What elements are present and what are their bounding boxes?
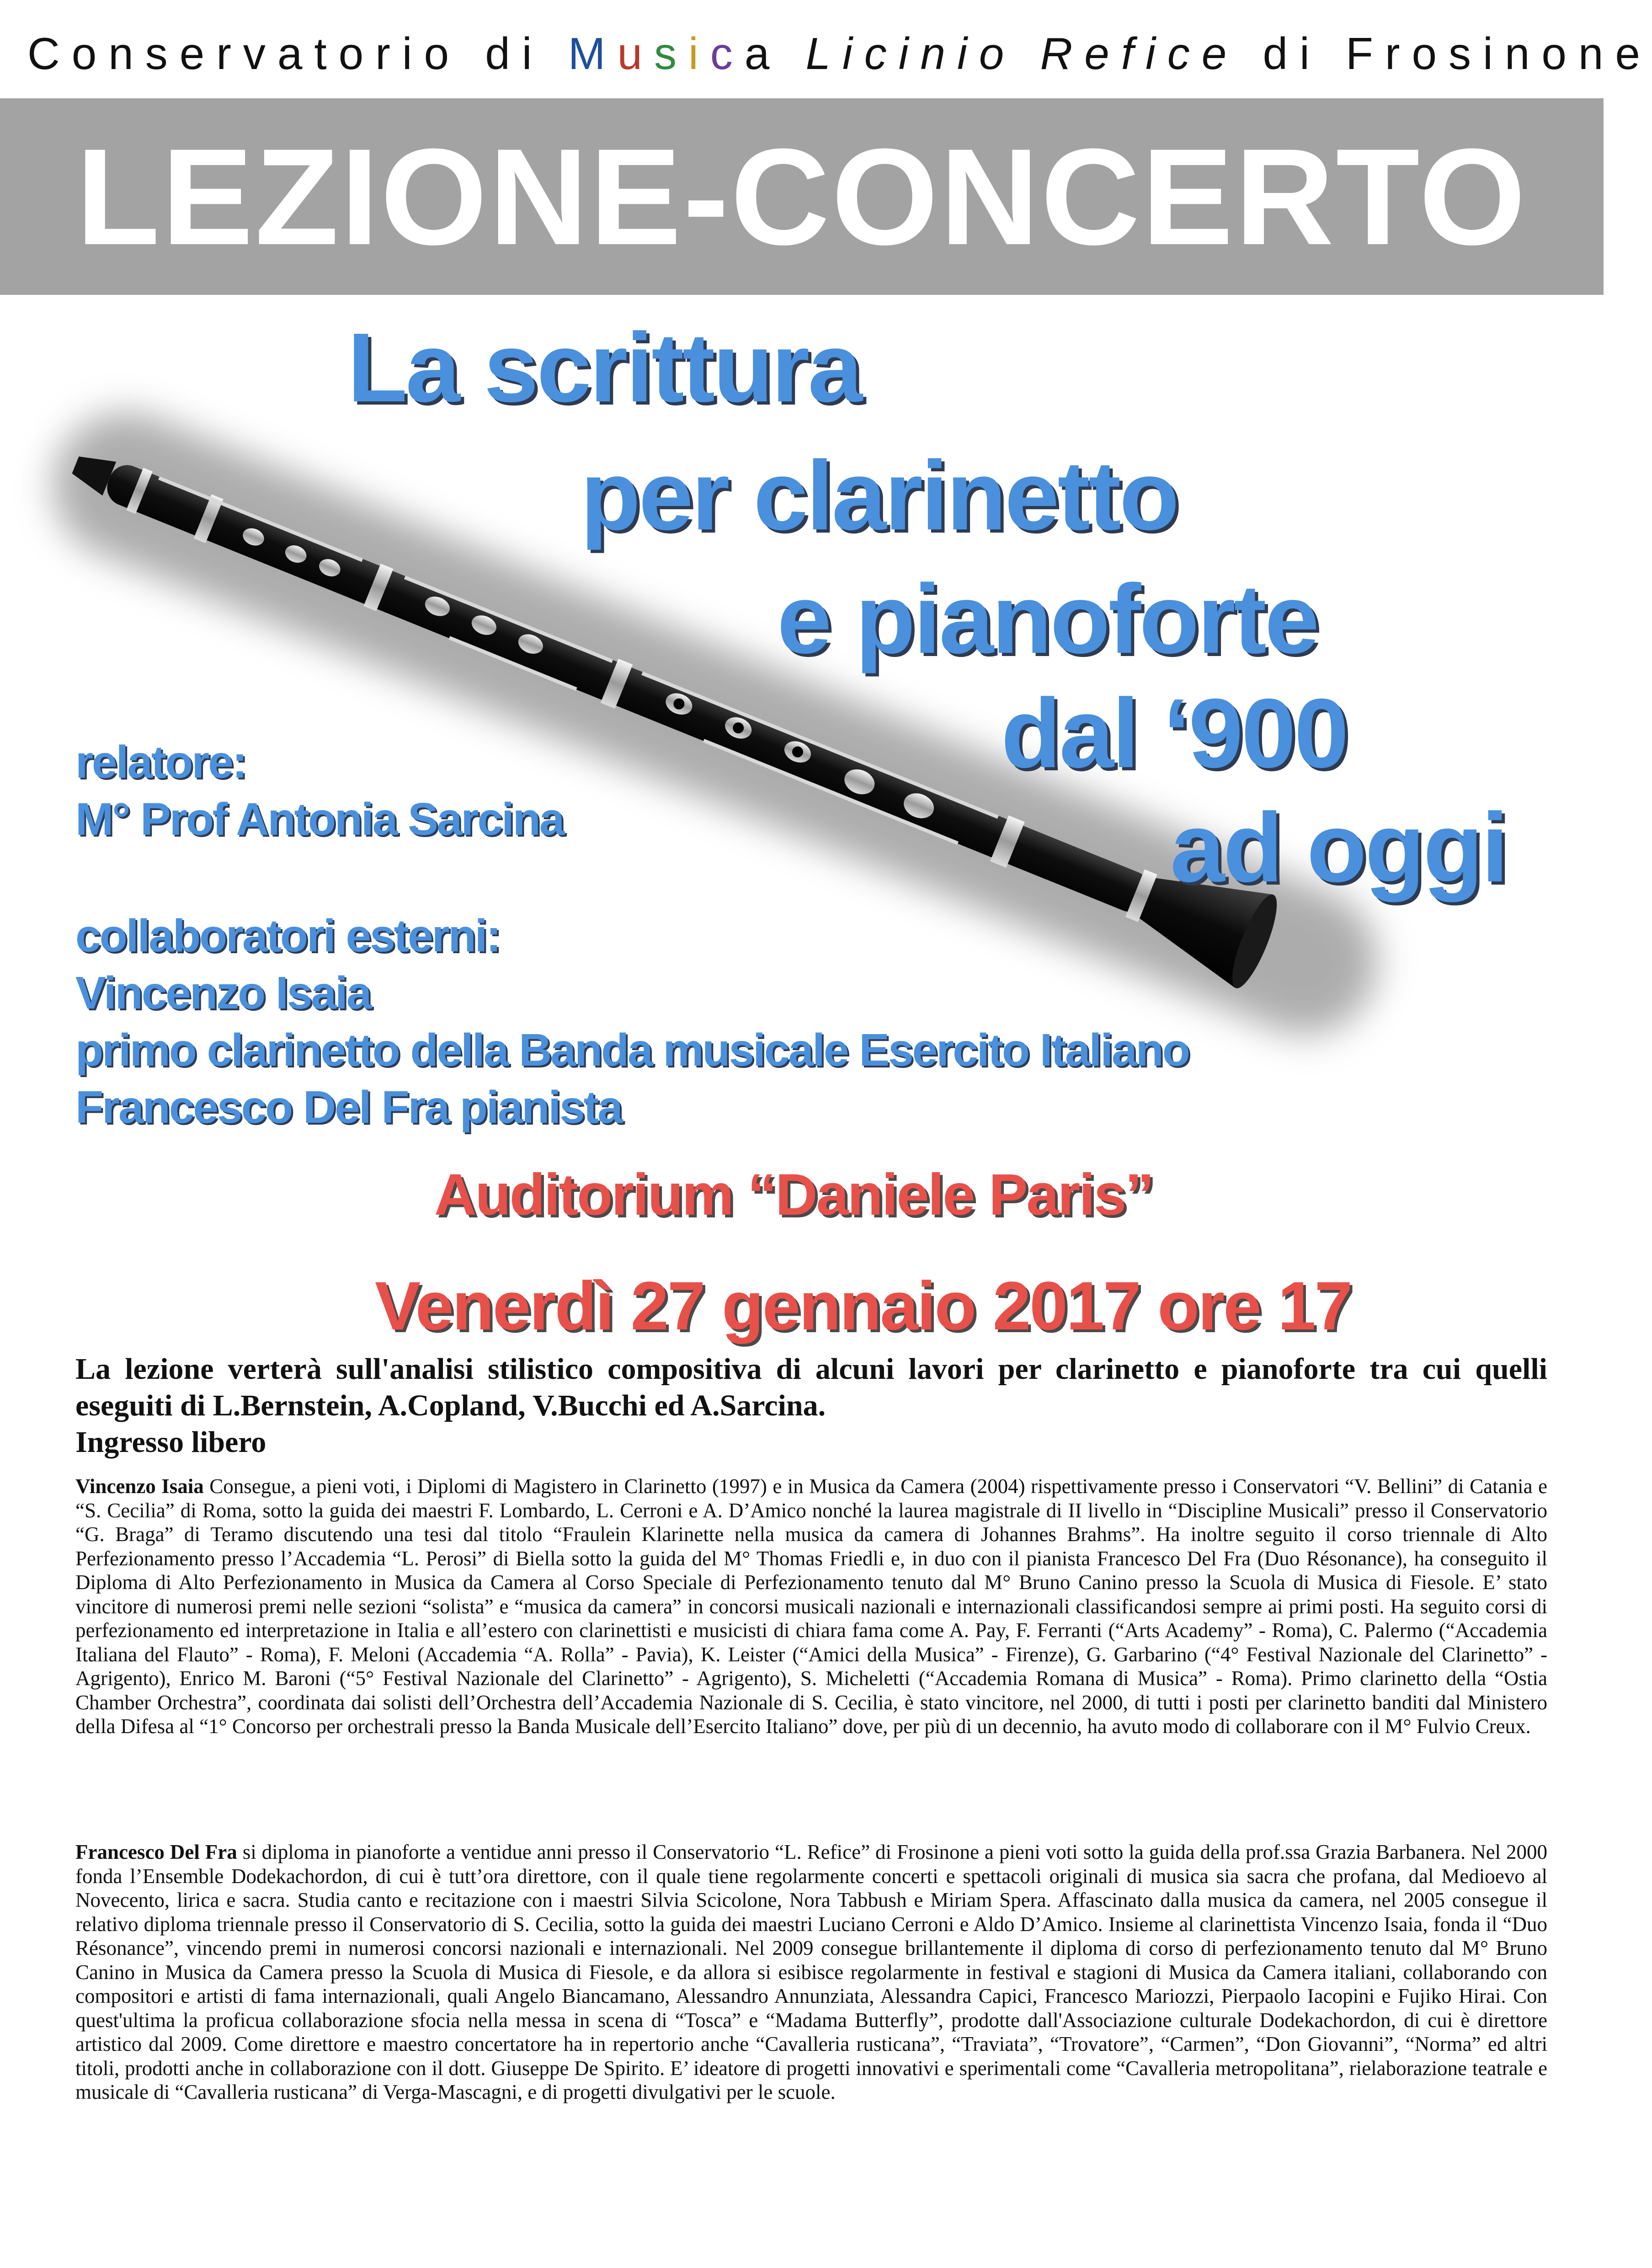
- bio-delfra-text: si diploma in pianoforte a ventidue anni presso il Conservatorio “L. Refice” di Frosinone a pieni voti sotto la guida della prof.ssa Grazia Barbanera. Nel 2000 fonda l’Ensemble Dodekachordon, di cui è tutt’ora direttore, con il quale tiene regolarmente concerti e spettacoli originali di musica sia sacra che profana, dal Medioevo al Novecento, lirica e sacra. Studia canto e recitazione con i maestri Silvia Scicolone, Nora Tabbush e Miriam Spera. Affascinato dalla musica da camera, nel 2005 consegue il relativo diploma triennale presso il Conservatorio di S. Cecilia, sotto la guida dei maestri Luciano Cerroni e Aldo D’Amico. Insieme al clarinettista Vincenzo Isaia, fonda il “Duo Résonance”, vincendo premi in numerosi concorsi nazionali e internazionali. Nel 2009 consegue brillantemente il diploma di corso di perfezionamento tenuto dal M° Bruno Canino in Musica da Camera presso la Scuola di Musica di Fiesole, e da allora si esibisce regolarmente in festival e stagioni di Musica da Camera italiani, collaborando con compositori e artisti di fama internazionali, quali Angelo Biancamano, Alessandro Annunziata, Alessandra Capici, Francesco Mariozzi, Pierpaolo Iacopini e Fujiko Hirai. Con quest'ultima la proficua collaborazione sfocia nella messa in scena di “Tosca” e “Madama Butterfly”, prodotte dall'Associazione culturale Dodekachordon, di cui è direttore artistico dal 2009. Come direttore e maestro concertatore ha in repertorio anche “Cavalleria rusticana”, “Traviata”, “Trovatore”, “Carmen”, “Don Giovanni”, “Norma” ed altri titoli, prodotti anche in collaborazione con il dott. Giuseppe De Spirito. E’ ideatore di progetti innovativi e sperimentali come “Cavalleria metropolitana”, rielaborazione teatrale e musicale di “Cavalleria rusticana” di Verga-Mascagni, e di progetti divulgativi per le scuole.: [75, 1841, 1547, 2103]
- bio-isaia-name: Vincenzo Isaia: [75, 1475, 204, 1498]
- title-banner: [0, 98, 1604, 295]
- header-text-a: Conservatorio di: [27, 28, 568, 79]
- bio-delfra: [75, 1840, 1547, 2104]
- relatore-name: M° Prof Antonia Sarcina: [75, 794, 564, 845]
- collaborator-1-name: Vincenzo Isaia: [75, 967, 371, 1019]
- intro-text: La lezione verterà sull'analisi stilistico compositiva di alcuni lavori per clarinetto e pianoforte tra cui quelli eseguiti di L.Bernstein, A.Copland, V.Bucchi ed A.Sarcina.: [75, 1352, 1547, 1422]
- header-letter-a: a: [744, 28, 782, 79]
- collaborators-label: collaboratori esterni:: [75, 910, 500, 961]
- title-line-4: dal ‘900: [1001, 678, 1347, 788]
- title-line-1: La scrittura: [347, 312, 861, 422]
- collaborator-1-role: primo clarinetto della Banda musicale Esercito Italiano: [75, 1025, 1189, 1076]
- header-letter-s: s: [654, 28, 688, 79]
- intro-paragraph: [75, 1351, 1547, 1461]
- event-date: Venerdì 27 gennaio 2017 ore 17: [375, 1267, 1352, 1344]
- header-text-b: Licinio Refice: [781, 28, 1239, 79]
- title-line-3: e pianoforte: [777, 564, 1318, 674]
- title-line-5: ad oggi: [1170, 792, 1507, 902]
- relatore-label: relatore:: [75, 736, 246, 788]
- header-text-c: di Frosinone: [1238, 28, 1652, 79]
- venue: Auditorium “Daniele Paris”: [434, 1162, 1153, 1227]
- header-letter-i: i: [688, 28, 710, 79]
- bio-isaia-text: Consegue, a pieni voti, i Diplomi di Magistero in Clarinetto (1997) e in Musica da Camera (2004) rispettivamente presso i Conservatori “V. Bellini” di Catania e “S. Cecilia” di Roma, sotto la guida dei maestri F. Lombardo, L. Cerroni e A. D’Amico nonché la laurea magistrale di II livello in “Discipline Musicali” presso il Conservatorio “G. Braga” di Teramo discutendo una tesi dal titolo “Fraulein Klarinette nella musica da camera di Johannes Brahms”. Ha inoltre seguito il corso triennale di Alto Perfezionamento presso l’Accademia “L. Perosi” di Biella sotto la guida del M° Thomas Friedli e, in duo con il pianista Francesco Del Fra (Duo Résonance), ha conseguito il Diploma di Alto Perfezionamento in Musica da Camera al Corso Speciale di Perfezionamento tenuto dal M° Bruno Canino presso la Scuola di Musica di Fiesole. E’ stato vincitore di numerosi premi nelle sezioni “solista” e “musica da camera” in concorsi musicali nazionali e internazionali classificandosi sempre ai primi posti. Ha seguito corsi di perfezionamento ed interpretazione in Italia e all’estero con clarinettisti e musicisti di chiara fama come A. Pay, F. Ferranti (“Arts Academy” - Roma), C. Palermo (“Accademia Italiana del Flauto” - Roma), F. Meloni (Accademia “A. Rolla” - Pavia), K. Leister (“Amici della Musica” - Firenze), G. Garbarino (“4° Festival Nazionale del Clarinetto” - Agrigento), Enrico M. Baroni (“5° Festival Nazionale del Clarinetto” - Agrigento), S. Micheletti (“Accademia Romana di Musica” - Roma). Primo clarinetto della “Ostia Chamber Orchestra”, coordinata dai solisti dell’Orchestra dell’Accademia Nazionale di S. Cecilia, è stato vincitore, nel 2000, di tutti i posti per clarinetto banditi dal Ministero della Difesa al “1° Concorso per orchestrali presso la Banda Musicale dell’Esercito Italiano” dove, per più di un decennio, ha avuto modo di collaborare con il M° Fulvio Creux.: [75, 1475, 1547, 1738]
- conservatory-header: [27, 24, 1652, 83]
- banner-title: LEZIONE-CONCERTO: [76, 120, 1528, 273]
- free-entry: Ingresso libero: [75, 1425, 266, 1459]
- bio-isaia: [75, 1474, 1547, 1739]
- title-line-2: per clarinetto: [581, 440, 1178, 550]
- collaborator-2: Francesco Del Fra pianista: [75, 1082, 622, 1133]
- header-letter-u: u: [617, 28, 654, 79]
- bio-delfra-name: Francesco Del Fra: [75, 1841, 237, 1863]
- header-letter-c: c: [710, 28, 745, 79]
- header-letter-m: M: [568, 28, 618, 79]
